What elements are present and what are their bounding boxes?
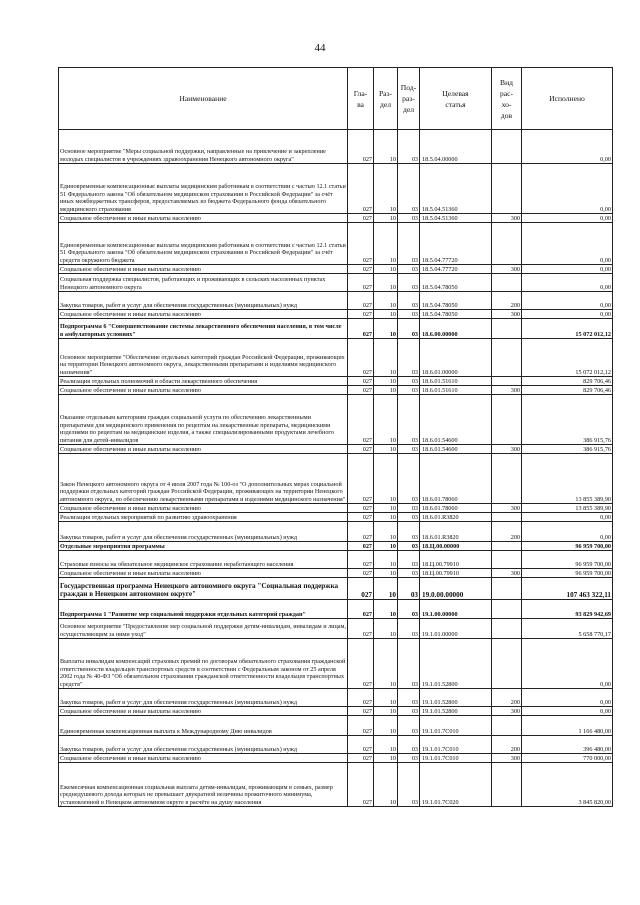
row-expense-cell: 200	[492, 736, 522, 754]
row-subsection-cell: 03	[398, 310, 420, 319]
row-executed-cell: 770 000,00	[522, 754, 613, 763]
row-name-cell: Закупка товаров, работ и услуг для обеспечения государственных (муниципальных) нужд	[59, 292, 348, 310]
row-chapter-cell: 027	[348, 707, 374, 716]
row-executed-cell: 15 072 012,12	[522, 339, 613, 377]
row-expense-cell: 300	[492, 265, 522, 274]
row-expense-cell: 300	[492, 569, 522, 578]
row-section-cell: 10	[374, 274, 398, 292]
row-chapter-cell: 027	[348, 504, 374, 513]
row-section-cell: 10	[374, 707, 398, 716]
row-executed-cell: 0,00	[522, 639, 613, 689]
table-row	[59, 569, 613, 578]
row-executed-cell: 0,00	[522, 265, 613, 274]
row-section-cell: 10	[374, 319, 398, 339]
row-section-cell: 10	[374, 639, 398, 689]
row-subsection-cell: 03	[398, 319, 420, 339]
table-row	[59, 310, 613, 319]
row-expense-cell	[492, 223, 522, 265]
row-article-cell: 18.6.00.00000	[420, 319, 492, 339]
row-article-cell: 18.6.01.54600	[420, 445, 492, 454]
row-chapter-cell: 027	[348, 716, 374, 736]
row-name-cell: Основное мероприятие "Обеспечение отдельных категорий граждан Российской Федерации, проживающих на территории Ненецкого автономного округа, лекарственными препаратами и изделиями медицинского назначения"	[59, 339, 348, 377]
row-executed-cell: 0,00	[522, 130, 613, 164]
table-row	[59, 522, 613, 542]
row-chapter-cell: 027	[348, 754, 374, 763]
row-chapter-cell: 027	[348, 639, 374, 689]
table-row	[59, 395, 613, 445]
row-expense-cell	[492, 763, 522, 807]
row-subsection-cell: 03	[398, 445, 420, 454]
row-executed-cell: 13 855 389,90	[522, 504, 613, 513]
row-name-cell: Единовременная компенсационная выплата к Международному Дню инвалидов	[59, 716, 348, 736]
table-row	[59, 265, 613, 274]
row-executed-cell: 0,00	[522, 707, 613, 716]
row-subsection-cell: 03	[398, 716, 420, 736]
row-chapter-cell: 027	[348, 619, 374, 639]
row-executed-cell: 0,00	[522, 689, 613, 707]
table-header-row	[59, 68, 613, 130]
row-chapter-cell: 027	[348, 454, 374, 504]
row-article-cell: 18.6.01.R3820	[420, 513, 492, 522]
row-section-cell: 10	[374, 265, 398, 274]
row-section-cell: 10	[374, 619, 398, 639]
row-name-cell: Государственная программа Ненецкого автономного округа "Социальная поддержка граждан в Ненецком автономном округе"	[59, 578, 348, 600]
row-chapter-cell: 027	[348, 445, 374, 454]
row-section-cell: 10	[374, 504, 398, 513]
row-subsection-cell: 03	[398, 689, 420, 707]
row-executed-cell: 13 855 389,90	[522, 454, 613, 504]
row-subsection-cell: 03	[398, 707, 420, 716]
row-chapter-cell: 027	[348, 395, 374, 445]
row-name-cell: Оказание отдельным категориям граждан социальной услуги по обеспечению лекарственными препаратами для медицинского применения по рецептам на лекарственные препараты, медицинскими изделиями по рецептам на медицинские изделия, а также специализированными продуктами лечебного питания для детей-инвалидов	[59, 395, 348, 445]
row-section-cell: 10	[374, 164, 398, 214]
row-name-cell: Социальное обеспечение и иные выплаты населению	[59, 265, 348, 274]
header-chapter: Гла- ва	[348, 68, 374, 130]
row-name-cell: Социальная поддержка специалистов, работающих и проживающих в сельских населенных пунктах Ненецкого автономного округа	[59, 274, 348, 292]
row-subsection-cell: 03	[398, 569, 420, 578]
row-name-cell: Страховые взносы на обязательное медицинское страхование неработающего населения	[59, 551, 348, 569]
row-expense-cell: 200	[492, 689, 522, 707]
row-expense-cell: 300	[492, 310, 522, 319]
row-chapter-cell: 027	[348, 214, 374, 223]
row-executed-cell: 396 480,00	[522, 736, 613, 754]
row-name-cell: Закупка товаров, работ и услуг для обеспечения государственных (муниципальных) нужд	[59, 522, 348, 542]
row-subsection-cell: 03	[398, 339, 420, 377]
row-section-cell: 10	[374, 386, 398, 395]
row-subsection-cell: 03	[398, 578, 420, 600]
row-section-cell: 10	[374, 395, 398, 445]
table-row	[59, 223, 613, 265]
row-section-cell: 10	[374, 716, 398, 736]
row-name-cell: Подпрограмма 1 "Развитие мер социальной поддержки отдельных категорий граждан"	[59, 600, 348, 619]
row-executed-cell: 3 845 820,00	[522, 763, 613, 807]
row-expense-cell	[492, 319, 522, 339]
row-article-cell: 18.5.04.78050	[420, 274, 492, 292]
row-expense-cell: 200	[492, 292, 522, 310]
row-expense-cell	[492, 339, 522, 377]
row-article-cell: 18.6.01.54600	[420, 395, 492, 445]
row-executed-cell: 96 959 700,00	[522, 569, 613, 578]
row-article-cell: 18.5.04.51360	[420, 214, 492, 223]
row-executed-cell: 0,00	[522, 310, 613, 319]
row-expense-cell	[492, 578, 522, 600]
row-subsection-cell: 03	[398, 542, 420, 551]
row-executed-cell: 15 072 012,12	[522, 319, 613, 339]
table-row	[59, 454, 613, 504]
row-subsection-cell: 03	[398, 600, 420, 619]
row-article-cell: 19.1.01.52800	[420, 639, 492, 689]
row-chapter-cell: 027	[348, 736, 374, 754]
row-chapter-cell: 027	[348, 310, 374, 319]
table-row	[59, 513, 613, 522]
row-article-cell: 19.1.01.00000	[420, 619, 492, 639]
row-chapter-cell: 027	[348, 377, 374, 386]
row-chapter-cell: 027	[348, 339, 374, 377]
row-name-cell: Социальное обеспечение и иные выплаты населению	[59, 754, 348, 763]
row-article-cell: 19.1.01.7C010	[420, 754, 492, 763]
row-section-cell: 10	[374, 339, 398, 377]
row-article-cell: 18.6.01.51610	[420, 386, 492, 395]
row-chapter-cell: 027	[348, 600, 374, 619]
table-row	[59, 639, 613, 689]
table-row	[59, 763, 613, 807]
row-subsection-cell: 03	[398, 214, 420, 223]
table-row	[59, 377, 613, 386]
row-subsection-cell: 03	[398, 736, 420, 754]
header-executed: Исполнено	[522, 68, 613, 130]
table-row	[59, 551, 613, 569]
row-name-cell: Выплаты инвалидам компенсаций страховых премий по договорам обязательного страхования гражданской ответственности владельцев транспортных средств в соответствии с Федеральным законом от 25 апреля 2002 года № 40-ФЗ "Об обязательном страховании гражданской ответственности владельцев транспортных средств"	[59, 639, 348, 689]
row-section-cell: 10	[374, 600, 398, 619]
row-chapter-cell: 027	[348, 223, 374, 265]
row-name-cell: Социальное обеспечение и иные выплаты населению	[59, 504, 348, 513]
table-row	[59, 619, 613, 639]
table-row	[59, 214, 613, 223]
row-section-cell: 10	[374, 551, 398, 569]
table-row	[59, 578, 613, 600]
header-expense-type: Вид рас- хо- дов	[492, 68, 522, 130]
table-row	[59, 386, 613, 395]
row-executed-cell: 1 166 480,00	[522, 716, 613, 736]
row-chapter-cell: 027	[348, 763, 374, 807]
row-section-cell: 10	[374, 578, 398, 600]
table-row	[59, 754, 613, 763]
row-name-cell: Подпрограмма 6 "Совершенствование системы лекарственного обеспечения населения, в том числе в амбулаторных условиях"	[59, 319, 348, 339]
row-executed-cell: 386 915,76	[522, 395, 613, 445]
row-article-cell: 19.1.01.7C010	[420, 716, 492, 736]
row-executed-cell: 0,00	[522, 292, 613, 310]
row-expense-cell: 300	[492, 707, 522, 716]
row-subsection-cell: 03	[398, 639, 420, 689]
row-section-cell: 10	[374, 214, 398, 223]
row-expense-cell	[492, 600, 522, 619]
row-expense-cell	[492, 619, 522, 639]
row-section-cell: 10	[374, 292, 398, 310]
row-subsection-cell: 03	[398, 164, 420, 214]
row-subsection-cell: 03	[398, 513, 420, 522]
table-row	[59, 689, 613, 707]
row-expense-cell: 300	[492, 504, 522, 513]
row-expense-cell: 300	[492, 386, 522, 395]
row-article-cell: 18.5.04.77720	[420, 265, 492, 274]
row-subsection-cell: 03	[398, 265, 420, 274]
row-name-cell: Социальное обеспечение и иные выплаты населению	[59, 445, 348, 454]
row-executed-cell: 386 915,76	[522, 445, 613, 454]
row-section-cell: 10	[374, 736, 398, 754]
row-executed-cell: 0,00	[522, 274, 613, 292]
row-chapter-cell: 027	[348, 578, 374, 600]
row-expense-cell	[492, 395, 522, 445]
row-executed-cell: 0,00	[522, 214, 613, 223]
row-article-cell: 18.5.04.51360	[420, 164, 492, 214]
row-name-cell: Единовременные компенсационные выплаты медицинским работникам в соответствии с частью 12.1 статьи 51 Федерального закона "Об обязательном медицинском страховании в Российской Федерации" за счёт средств окружного бюджета	[59, 223, 348, 265]
row-name-cell: Закупка товаров, работ и услуг для обеспечения государственных (муниципальных) нужд	[59, 736, 348, 754]
row-section-cell: 10	[374, 310, 398, 319]
row-name-cell: Социальное обеспечение и иные выплаты населению	[59, 707, 348, 716]
row-chapter-cell: 027	[348, 274, 374, 292]
header-name: Наименование	[59, 68, 348, 130]
row-article-cell: 18.6.01.78060	[420, 454, 492, 504]
row-subsection-cell: 03	[398, 454, 420, 504]
row-expense-cell	[492, 639, 522, 689]
row-section-cell: 10	[374, 689, 398, 707]
row-article-cell: 18.6.01.R3820	[420, 522, 492, 542]
table-row	[59, 716, 613, 736]
row-name-cell: Основное мероприятие "Меры социальной поддержки, направленные на привлечение и закрепление молодых специалистов в учреждениях здравоохранения Ненецкого автономного округа"	[59, 130, 348, 164]
row-article-cell: 19.1.01.7C010	[420, 736, 492, 754]
row-section-cell: 10	[374, 522, 398, 542]
row-article-cell: 18.6.01.00000	[420, 339, 492, 377]
row-article-cell: 18.Ц.00.00000	[420, 542, 492, 551]
row-article-cell: 18.5.04.77720	[420, 223, 492, 265]
row-expense-cell	[492, 377, 522, 386]
table-row	[59, 339, 613, 377]
row-chapter-cell: 027	[348, 542, 374, 551]
table-row	[59, 274, 613, 292]
row-subsection-cell: 03	[398, 130, 420, 164]
row-section-cell: 10	[374, 223, 398, 265]
row-name-cell: Закон Ненецкого автономного округа от 4 июля 2007 года № 100-оз "О дополнительных мерах социальной поддержки отдельных категорий граждан Российской Федерации, проживающих на территории Ненецкого автономного округа, по обеспечению лекарственными препаратами и изделиями медицинского назначения"	[59, 454, 348, 504]
row-name-cell: Единовременные компенсационные выплаты медицинским работникам в соответствии с частью 12.1 статьи 51 Федерального закона "Об обязательном медицинском страховании в Российской Федерации" за счёт иных межбюджетных трансферов, предоставляемых из бюджета Федерального фонда обязательного медицинского страхования	[59, 164, 348, 214]
row-name-cell: Закупка товаров, работ и услуг для обеспечения государственных (муниципальных) нужд	[59, 689, 348, 707]
table-body	[59, 130, 613, 807]
row-name-cell: Отдельные мероприятия программы	[59, 542, 348, 551]
table-row	[59, 292, 613, 310]
row-article-cell: 18.6.01.51610	[420, 377, 492, 386]
row-name-cell: Социальное обеспечение и иные выплаты населению	[59, 214, 348, 223]
row-section-cell: 10	[374, 377, 398, 386]
row-expense-cell	[492, 551, 522, 569]
row-expense-cell	[492, 130, 522, 164]
row-expense-cell	[492, 542, 522, 551]
row-executed-cell: 0,00	[522, 513, 613, 522]
row-executed-cell: 96 959 700,00	[522, 542, 613, 551]
row-expense-cell	[492, 274, 522, 292]
row-chapter-cell: 027	[348, 689, 374, 707]
header-target-article: Целевая статья	[420, 68, 492, 130]
row-article-cell: 18.6.01.78060	[420, 504, 492, 513]
row-section-cell: 10	[374, 445, 398, 454]
row-article-cell: 18.5.04.00000	[420, 130, 492, 164]
page-number: 44	[314, 42, 326, 54]
row-subsection-cell: 03	[398, 395, 420, 445]
row-chapter-cell: 027	[348, 319, 374, 339]
header-subsection: Под- раз- дел	[398, 68, 420, 130]
row-chapter-cell: 027	[348, 522, 374, 542]
row-subsection-cell: 03	[398, 522, 420, 542]
row-expense-cell: 200	[492, 522, 522, 542]
row-section-cell: 10	[374, 513, 398, 522]
row-executed-cell: 96 959 700,00	[522, 551, 613, 569]
budget-table	[58, 67, 613, 807]
row-chapter-cell: 027	[348, 513, 374, 522]
row-section-cell: 10	[374, 130, 398, 164]
row-expense-cell	[492, 513, 522, 522]
row-subsection-cell: 03	[398, 377, 420, 386]
table-row	[59, 445, 613, 454]
row-article-cell: 19.1.01.52800	[420, 707, 492, 716]
row-executed-cell: 0,00	[522, 522, 613, 542]
row-article-cell: 18.Ц.00.79910	[420, 569, 492, 578]
row-name-cell: Основное мероприятие "Предоставление мер социальной поддержки детям-инвалидам, инвалидам и лицам, осуществляющим за ними уход"	[59, 619, 348, 639]
row-expense-cell: 300	[492, 754, 522, 763]
row-subsection-cell: 03	[398, 754, 420, 763]
row-executed-cell: 0,00	[522, 164, 613, 214]
table-row	[59, 504, 613, 513]
row-chapter-cell: 027	[348, 265, 374, 274]
row-article-cell: 18.Ц.00.79910	[420, 551, 492, 569]
row-section-cell: 10	[374, 569, 398, 578]
row-name-cell: Ежемесячная компенсационная социальная выплата детям-инвалидам, проживающим в семьях, размер среднедушевого дохода которых не превышает двукратной величины прожиточного минимума, установленной в Ненецком автономном округе в расчёте на душу населения	[59, 763, 348, 807]
row-chapter-cell: 027	[348, 386, 374, 395]
header-section: Раз- дел	[374, 68, 398, 130]
row-executed-cell: 0,00	[522, 223, 613, 265]
row-subsection-cell: 03	[398, 551, 420, 569]
row-expense-cell	[492, 454, 522, 504]
row-subsection-cell: 03	[398, 386, 420, 395]
row-executed-cell: 93 829 942,69	[522, 600, 613, 619]
table-row	[59, 707, 613, 716]
row-section-cell: 10	[374, 754, 398, 763]
row-subsection-cell: 03	[398, 223, 420, 265]
row-executed-cell: 5 658 770,17	[522, 619, 613, 639]
row-article-cell: 18.5.04.78050	[420, 310, 492, 319]
row-name-cell: Социальное обеспечение и иные выплаты населению	[59, 386, 348, 395]
row-chapter-cell: 027	[348, 551, 374, 569]
table-row	[59, 130, 613, 164]
row-expense-cell: 300	[492, 214, 522, 223]
row-subsection-cell: 03	[398, 274, 420, 292]
row-chapter-cell: 027	[348, 130, 374, 164]
row-chapter-cell: 027	[348, 569, 374, 578]
row-article-cell: 19.1.01.7C020	[420, 763, 492, 807]
table-row	[59, 164, 613, 214]
row-name-cell: Социальное обеспечение и иные выплаты населению	[59, 569, 348, 578]
row-expense-cell: 300	[492, 445, 522, 454]
row-executed-cell: 107 463 322,11	[522, 578, 613, 600]
row-subsection-cell: 03	[398, 619, 420, 639]
row-name-cell: Реализация отдельных полномочий в области лекарственного обеспечения	[59, 377, 348, 386]
row-chapter-cell: 027	[348, 292, 374, 310]
row-expense-cell	[492, 164, 522, 214]
row-executed-cell: 829 706,46	[522, 386, 613, 395]
row-article-cell: 19.1.00.00000	[420, 600, 492, 619]
row-section-cell: 10	[374, 454, 398, 504]
row-name-cell: Реализация отдельных мероприятий по развитию здравоохранения	[59, 513, 348, 522]
row-expense-cell	[492, 716, 522, 736]
row-subsection-cell: 03	[398, 292, 420, 310]
table-row	[59, 736, 613, 754]
row-article-cell: 19.1.01.52800	[420, 689, 492, 707]
row-article-cell: 18.5.04.78050	[420, 292, 492, 310]
table-row	[59, 600, 613, 619]
row-executed-cell: 829 706,46	[522, 377, 613, 386]
row-section-cell: 10	[374, 542, 398, 551]
row-chapter-cell: 027	[348, 164, 374, 214]
row-name-cell: Социальное обеспечение и иные выплаты населению	[59, 310, 348, 319]
table-row	[59, 319, 613, 339]
row-subsection-cell: 03	[398, 504, 420, 513]
row-article-cell: 19.0.00.00000	[420, 578, 492, 600]
row-section-cell: 10	[374, 763, 398, 807]
row-subsection-cell: 03	[398, 763, 420, 807]
table-row	[59, 542, 613, 551]
